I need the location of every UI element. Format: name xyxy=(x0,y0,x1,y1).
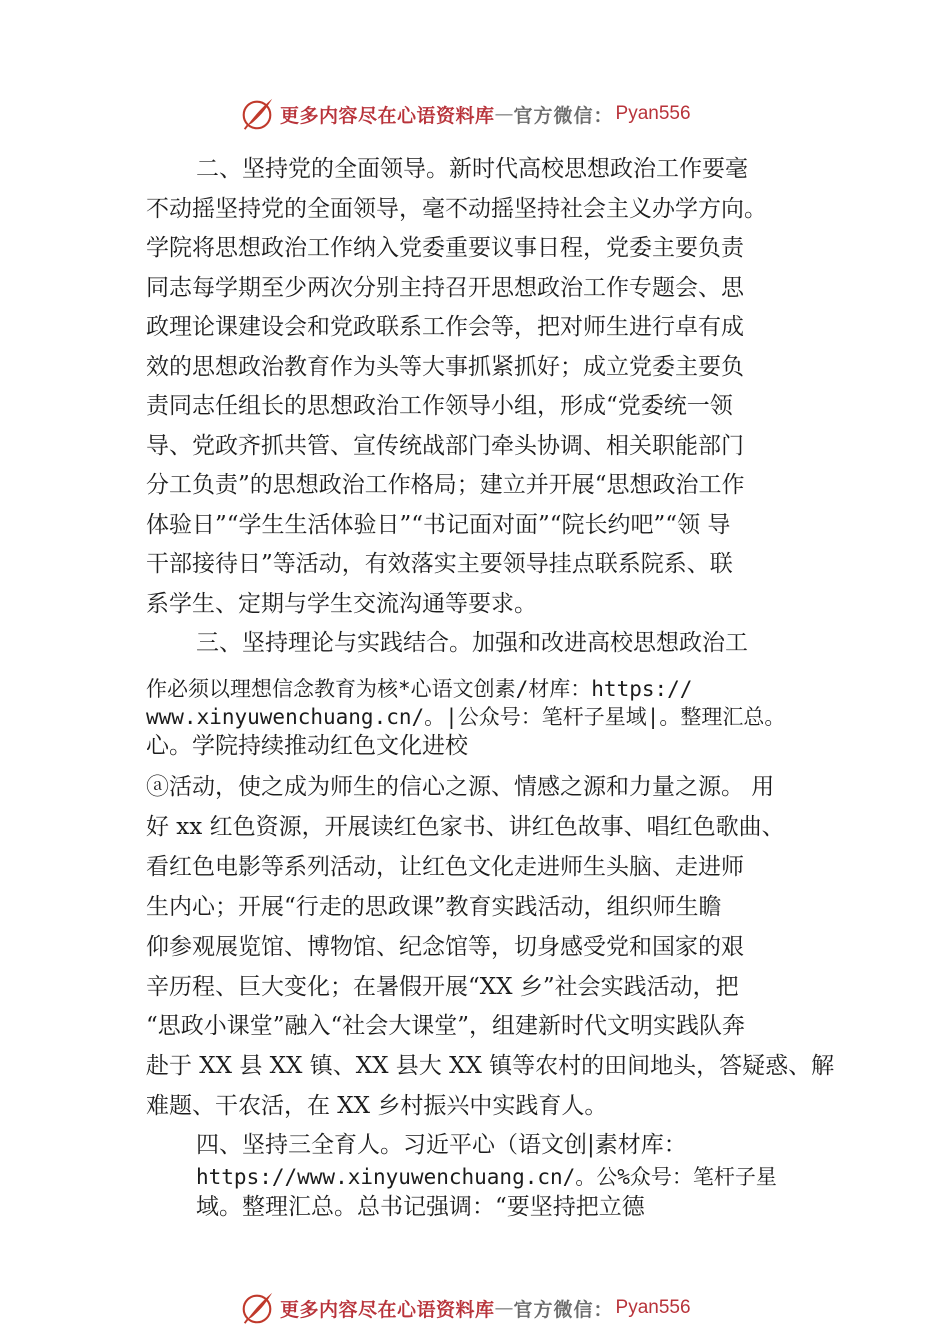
text-line: 二、坚持党的全面领导。新时代高校思想政治工作要毫 xyxy=(196,156,748,182)
text-line: 三、坚持理论与实践结合。加强和改进高校思想政治工 xyxy=(196,630,748,656)
text-line: 不动摇坚持党的全面领导，毫不动摇坚持社会主义办学方向。 xyxy=(146,196,767,222)
text-line: 同志每学期至少两次分别主持召开思想政治工作专题会、思 xyxy=(146,275,744,301)
text-line: 辛历程、巨大变化；在暑假开展“XX 乡”社会实践活动，把 xyxy=(146,974,739,1000)
text-line: 学院将思想政治工作纳入党委重要议事日程，党委主要负责 xyxy=(146,235,744,261)
text-line: ⓐ活动，使之成为师生的信心之源、情感之源和力量之源。 用 xyxy=(146,774,775,800)
text-line: 赴于 XX 县 XX 镇、XX 县大 XX 镇等农村的田间地头，答疑惑、解 xyxy=(146,1053,835,1079)
text-line: 心。学院持续推动红色文化进校 xyxy=(146,733,468,759)
quill-pen-logo-icon xyxy=(238,95,276,133)
text-line: https://www.xinyuwenchuang.cn/。公%众号：笔杆子星 xyxy=(196,1165,777,1189)
banner-title: 更多内容尽在心语资料库 xyxy=(280,1298,495,1321)
text-line: 体验日”“学生生活体验日”“书记面对面”“院长约吧”“领 导 xyxy=(146,512,731,538)
text-line: 效的思想政治教育作为头等大事抓紧抓好；成立党委主要负 xyxy=(146,354,744,380)
banner-wechat-id: Pyan556 xyxy=(615,1297,691,1318)
text-line: 导、党政齐抓共管、宣传统战部门牵头协调、相关职能部门 xyxy=(146,433,744,459)
text-line: “思政小课堂”融入“社会大课堂”，组建新时代文明实践队奔 xyxy=(146,1013,746,1039)
text-line: www.xinyuwenchuang.cn/。|公众号：笔杆子星域|。整理汇总。 xyxy=(146,705,786,729)
header-banner xyxy=(238,94,691,134)
text-line: 作必须以理想信念教育为核*心语文创素/材库：https:// xyxy=(146,677,693,701)
banner-separator: — xyxy=(494,103,514,125)
text-line: 四、坚持三全育人。习近平心（语文创|素材库： xyxy=(196,1132,687,1158)
text-line: 分工负责”的思想政治工作格局；建立并开展“思想政治工作 xyxy=(146,472,745,498)
banner-title: 更多内容尽在心语资料库 xyxy=(280,104,495,127)
text-line: 看红色电影等系列活动，让红色文化走进师生头脑、走进师 xyxy=(146,854,744,880)
text-line: 政理论课建设会和党政联系工作会等，把对师生进行卓有成 xyxy=(146,314,744,340)
banner-wechat-id: Pyan556 xyxy=(615,103,691,124)
text-line: 系学生、定期与学生交流沟通等要求。 xyxy=(146,591,537,617)
text-line: 责同志任组长的思想政治工作领导小组，形成“党委统一领 xyxy=(146,393,733,419)
text-line: 好 xx 红色资源，开展读红色家书、讲红色故事、唱红色歌曲、 xyxy=(146,814,785,840)
banner-separator: — xyxy=(494,1297,514,1319)
footer-banner xyxy=(238,1288,691,1328)
text-line: 干部接待日”等活动，有效落实主要领导挂点联系院系、联 xyxy=(146,551,733,577)
banner-wechat-label: 官方微信： xyxy=(513,1298,614,1321)
quill-pen-logo-icon xyxy=(238,1289,276,1327)
text-line: 域。整理汇总。总书记强调：“要坚持把立德 xyxy=(196,1194,645,1220)
text-line: 仰参观展览馆、博物馆、纪念馆等，切身感受党和国家的艰 xyxy=(146,934,744,960)
text-line: 难题、干农活，在 XX 乡村振兴中实践育人。 xyxy=(146,1093,608,1119)
text-line: 生内心；开展“行走的思政课”教育实践活动，组织师生瞻 xyxy=(146,894,722,920)
banner-wechat-label: 官方微信： xyxy=(513,104,614,127)
